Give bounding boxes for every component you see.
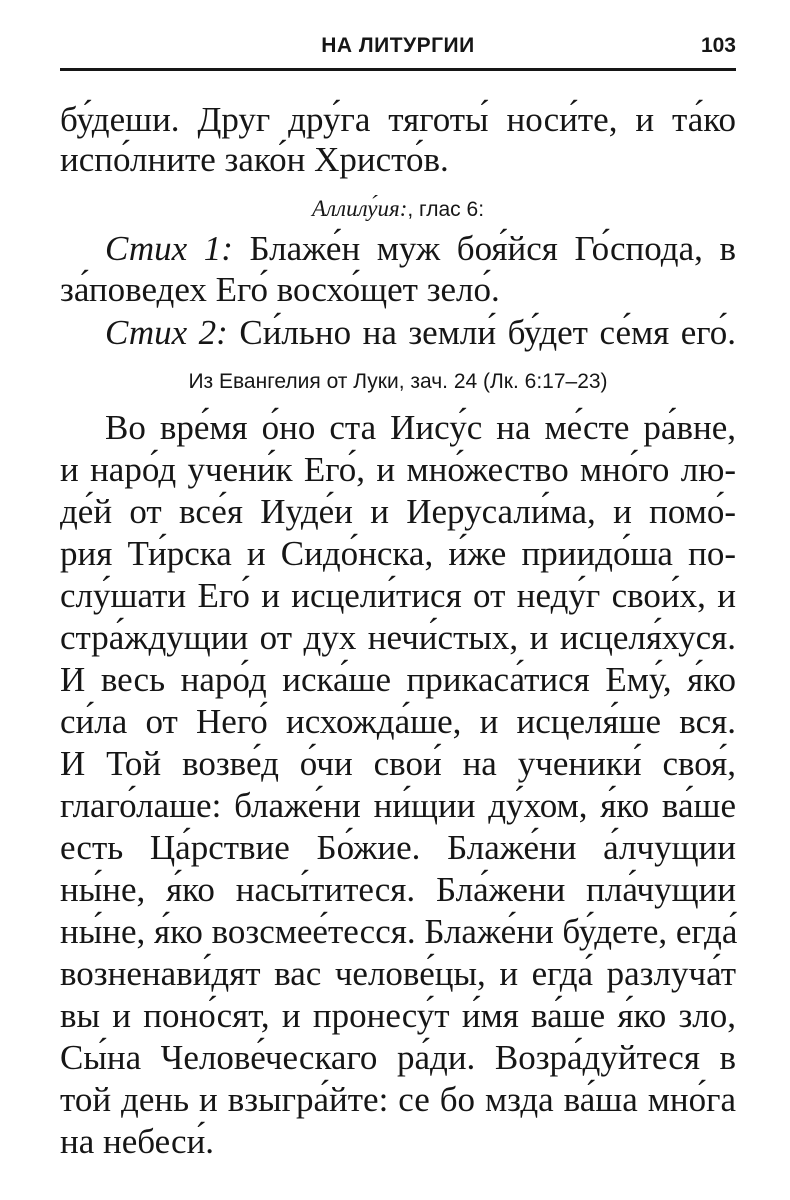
running-title: НА ЛИТУРГИИ [321, 34, 475, 57]
gospel-heading: Из Евангелия от Луки, зач. 24 (Лк. 6:17–23) [188, 370, 608, 393]
gospel-line: рия Ти́рска и Сидо́нска, и́же приидо́ша по- [60, 534, 736, 573]
gospel-line: есть Ца́рствие Бо́жие. Блаже́ни а́лчущии [60, 828, 736, 867]
gospel-line: на небеси́. [60, 1122, 215, 1161]
gospel-line: той день и взыгра́йте: се бо мзда ва́ша мно́га [60, 1080, 736, 1119]
text-line: бу́деши. Друг дру́га тяготы́ носи́те, и та́ко [60, 100, 736, 139]
verse-2-line [105, 313, 736, 353]
gospel-line: Сы́на Челове́ческаго ра́ди. Возра́дуйтеся в [60, 1038, 736, 1077]
verse-1-label: Стих 1: [105, 229, 233, 268]
alleluia-label: Аллилу́ия: [311, 196, 408, 221]
page-number: 103 [700, 34, 736, 57]
running-head [60, 34, 736, 68]
alleluia-heading [60, 196, 736, 223]
gospel-line: ны́не, я́ко возсмее́тесся. Блаже́ни бу́дете, егда́ [60, 912, 738, 951]
gospel-line: стра́ждущии от дух нечи́стых, и исцеля́хуся. [60, 618, 736, 657]
verse-2-label: Стих 2: [105, 313, 228, 352]
verse-1-text: Блаже́н муж боя́йся Го́спода, в [249, 229, 737, 268]
gospel-line: И весь наро́д иска́ше прикаса́тися Ему́, я́ко [60, 660, 736, 699]
gospel-line: и наро́д учени́к Его́, и мно́жество мно́го лю- [60, 450, 736, 489]
verse-1-continuation: за́поведех Его́ восхо́щет зело́. [60, 270, 500, 309]
gospel-line: И Той возве́д о́чи свои́ на ученики́ своя́, [60, 744, 736, 783]
gospel-line: си́ла от Него́ исхожда́ше, и исцеля́ше вся. [60, 702, 736, 741]
gospel-line: де́й от все́я Иуде́и и Иерусали́ма, и помо́- [60, 492, 736, 531]
gospel-line: ны́не, я́ко насы́титеся. Бла́жени пла́чущии [60, 870, 736, 909]
gospel-line: глаго́лаше: блаже́ни ни́щии ду́хом, я́ко ва́ше [60, 786, 736, 825]
gospel-line: слу́шати Его́ и исцели́тися от неду́г свои́х, и [60, 576, 736, 615]
text-line: испо́лните зако́н Христо́в. [60, 140, 449, 179]
gospel-line: возненави́дят вас челове́цы, и егда́ разлуча́т [60, 954, 736, 993]
alleluia-tone: , глас 6: [407, 198, 485, 221]
header-rule [60, 68, 736, 71]
verse-2-text: Си́льно на земли́ бу́дет се́мя его́. [239, 313, 737, 352]
verse-1-line [105, 229, 736, 269]
gospel-line: вы и поно́сят, и пронесу́т и́мя ва́ше я́ко зло, [60, 996, 736, 1035]
gospel-line: Во вре́мя о́но ста Иису́с на ме́сте ра́вне, [105, 408, 736, 447]
